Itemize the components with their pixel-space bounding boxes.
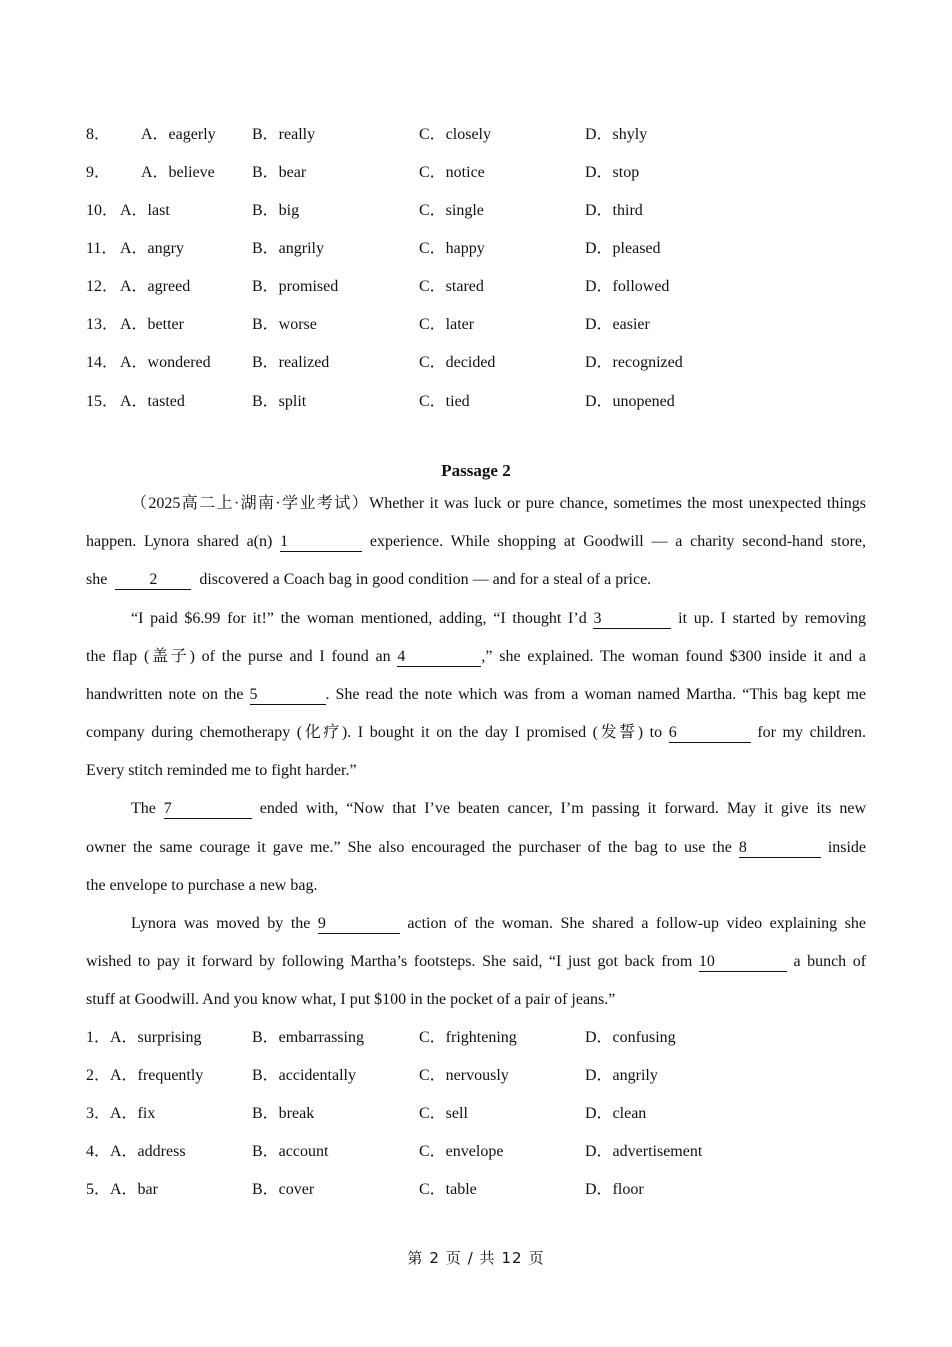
- blank-5[interactable]: 5: [250, 686, 326, 705]
- question-row-1: [86, 1027, 886, 1049]
- option-a: A．surprising: [110, 1029, 202, 1046]
- passage-line: Lynora was moved by the 9 action of the woman. She shared a follow-up video explaining she: [131, 915, 866, 932]
- option-c: C．frightening: [419, 1029, 517, 1046]
- total-pages: 12: [501, 1249, 523, 1267]
- option-a: A．bar: [110, 1181, 158, 1198]
- passage-line: owner the same courage it gave me.” She also encouraged the purchaser of the bag to use the 8 inside: [86, 839, 867, 856]
- option-d: D．advertisement: [585, 1143, 703, 1160]
- question-row-12: [86, 276, 886, 298]
- option-c: C．stared: [419, 278, 484, 295]
- option-a: A．agreed: [120, 278, 191, 295]
- question-row-8: [86, 124, 886, 146]
- option-c: C．notice: [419, 164, 485, 181]
- question-row-13: [86, 314, 886, 336]
- option-b: B．big: [252, 202, 300, 219]
- passage-line: company during chemotherapy (化疗). I bought it on the day I promised (发誓) to 6 for my children.: [86, 724, 867, 741]
- passage-line: happen. Lynora shared a(n) 1 experience. While shopping at Goodwill — a charity second-hand store,: [86, 533, 866, 550]
- question-number: 5．: [86, 1181, 111, 1198]
- option-b: B．break: [252, 1105, 315, 1122]
- question-row-9: [86, 162, 886, 184]
- option-d: D．unopened: [585, 393, 675, 410]
- option-b: B．embarrassing: [252, 1029, 364, 1046]
- option-c: C．envelope: [419, 1143, 504, 1160]
- option-b: B．account: [252, 1143, 329, 1160]
- passage-line: wished to pay it forward by following Martha’s footsteps. She said, “I just got back from 10 a bunch of: [86, 953, 867, 970]
- question-number: 1．: [86, 1029, 111, 1046]
- option-d: D．shyly: [585, 126, 648, 143]
- blank-1[interactable]: 1: [280, 533, 362, 552]
- option-a: A．believe: [141, 164, 215, 181]
- passage-title: Passage 2: [441, 461, 511, 480]
- option-d: D．easier: [585, 316, 650, 333]
- question-number: 3．: [86, 1105, 111, 1122]
- option-b: B．worse: [252, 316, 317, 333]
- source-tag: （2025高二上·湖南·学业考试）: [131, 495, 370, 512]
- blank-7[interactable]: 7: [164, 800, 252, 819]
- question-number: 13．: [86, 316, 119, 333]
- passage-line: handwritten note on the 5 . She read the note which was from a woman named Martha. “This bag kept me: [86, 686, 866, 703]
- option-d: D．confusing: [585, 1029, 676, 1046]
- option-d: D．recognized: [585, 354, 683, 371]
- passage-line: stuff at Goodwill. And you know what, I put $100 in the pocket of a pair of jeans.”: [86, 991, 616, 1008]
- option-a: A．last: [120, 202, 170, 219]
- passage-line: The 7 ended with, “Now that I’ve beaten cancer, I’m passing it forward. May it give its new: [131, 800, 867, 817]
- option-b: B．split: [252, 393, 307, 410]
- option-b: B．realized: [252, 354, 330, 371]
- option-a: A．angry: [120, 240, 184, 257]
- passage-line: the envelope to purchase a new bag.: [86, 877, 318, 894]
- blank-2[interactable]: 2: [115, 571, 191, 590]
- option-c: C．tied: [419, 393, 470, 410]
- option-d: D．followed: [585, 278, 670, 295]
- blank-3[interactable]: 3: [593, 610, 671, 629]
- question-number: 2．: [86, 1067, 111, 1084]
- option-c: C．nervously: [419, 1067, 509, 1084]
- option-b: B．cover: [252, 1181, 315, 1198]
- blank-10[interactable]: 10: [699, 953, 787, 972]
- option-a: A．address: [110, 1143, 186, 1160]
- option-c: C．happy: [419, 240, 485, 257]
- question-row-3: [86, 1103, 886, 1125]
- question-row-14: [86, 352, 886, 374]
- option-d: D．third: [585, 202, 643, 219]
- question-number: 10．: [86, 202, 119, 219]
- question-number: 11．: [86, 240, 118, 257]
- question-number: 15．: [86, 393, 119, 410]
- option-c: C．closely: [419, 126, 491, 143]
- option-d: D．stop: [585, 164, 640, 181]
- passage-line: she 2 discovered a Coach bag in good condition — and for a steal of a price.: [86, 571, 652, 588]
- option-c: C．later: [419, 316, 475, 333]
- option-c: C．table: [419, 1181, 477, 1198]
- blank-4[interactable]: 4: [397, 648, 481, 667]
- question-number: 9．: [86, 164, 111, 181]
- question-number: 12．: [86, 278, 119, 295]
- question-number: 4．: [86, 1143, 111, 1160]
- question-row-4: [86, 1141, 886, 1163]
- passage-line: “I paid $6.99 for it!” the woman mentioned, adding, “I thought I’d 3 it up. I started by removing: [131, 610, 867, 627]
- option-a: A．fix: [110, 1105, 156, 1122]
- blank-6[interactable]: 6: [669, 724, 751, 743]
- option-d: D．angrily: [585, 1067, 658, 1084]
- option-c: C．single: [419, 202, 484, 219]
- question-number: 14．: [86, 354, 119, 371]
- option-b: B．promised: [252, 278, 339, 295]
- option-c: C．decided: [419, 354, 496, 371]
- option-d: D．pleased: [585, 240, 661, 257]
- option-a: A．better: [120, 316, 184, 333]
- question-row-15: [86, 391, 886, 413]
- option-b: B．bear: [252, 164, 307, 181]
- option-a: A．frequently: [110, 1067, 204, 1084]
- current-page: 2: [429, 1249, 440, 1267]
- question-row-11: [86, 238, 886, 260]
- passage-line: Every stitch reminded me to fight harder.”: [86, 762, 357, 779]
- question-row-10: [86, 200, 886, 222]
- passage-line: （2025高二上·湖南·学业考试）Whether it was luck or pure chance, sometimes the most unexpected things: [131, 495, 866, 512]
- passage-line: the flap (盖子) of the purse and I found an 4 ,” she explained. The woman found $300 inside it and a: [86, 648, 866, 665]
- option-b: B．accidentally: [252, 1067, 356, 1084]
- question-row-5: [86, 1179, 886, 1201]
- option-a: A．wondered: [120, 354, 211, 371]
- option-d: D．floor: [585, 1181, 644, 1198]
- question-number: 8．: [86, 126, 111, 143]
- option-d: D．clean: [585, 1105, 647, 1122]
- option-a: A．eagerly: [141, 126, 216, 143]
- blank-8[interactable]: 8: [739, 839, 821, 858]
- option-b: B．really: [252, 126, 316, 143]
- page-footer: 第 2 页 / 共 12 页: [407, 1249, 545, 1267]
- option-a: A．tasted: [120, 393, 185, 410]
- blank-9[interactable]: 9: [318, 915, 400, 934]
- option-b: B．angrily: [252, 240, 324, 257]
- question-row-2: [86, 1065, 886, 1087]
- option-c: C．sell: [419, 1105, 468, 1122]
